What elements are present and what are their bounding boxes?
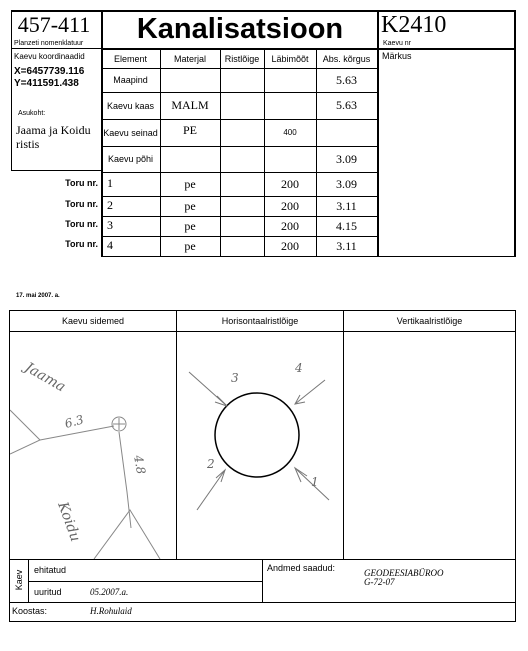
well-number-value: K2410: [381, 12, 447, 38]
surveyed-date: 05.2007.a.: [90, 587, 129, 597]
pipe-number: 2: [107, 198, 113, 212]
col-header-section: Ristlõige: [224, 53, 260, 64]
element-name: Maapind: [113, 75, 148, 85]
document-date: 17. mai 2007. a.: [16, 293, 60, 299]
data-source-label: Andmed saadud:: [267, 563, 336, 573]
col-header-material: Materjal: [173, 53, 206, 64]
col-header-diameter: Läbimõõt: [271, 53, 309, 64]
pipe-number: 4: [107, 238, 113, 252]
pipe-1-label: 1: [311, 475, 319, 489]
remarks-label: Märkus: [382, 51, 412, 61]
data-source-code: G-72-07: [364, 577, 395, 587]
nomenclature-label: Planzeti nomenklatuur: [14, 40, 84, 47]
pipe-label: Toru nr.: [65, 199, 98, 209]
nomenclature-value: 457-411: [17, 12, 91, 37]
element-name: Kaevu põhi: [107, 154, 154, 164]
coord-x: X=6457739.116: [14, 66, 85, 77]
street-jaama: Jaama: [22, 359, 69, 396]
pipe-material: pe: [184, 199, 196, 213]
element-material: MALM: [171, 98, 209, 112]
pipe-4-label: 4: [295, 361, 303, 375]
pipe-label: Toru nr.: [65, 219, 98, 229]
pipe-2-label: 2: [207, 457, 215, 471]
address-label: Asukoht:: [18, 110, 46, 117]
built-label: ehitatud: [34, 565, 67, 575]
pipe-number: 3: [107, 218, 113, 232]
kaev-label: Kaev: [14, 569, 24, 591]
pipe-height: 3.09: [336, 176, 357, 191]
surveyed-label: uuritud: [34, 587, 62, 597]
pipe-diameter: 200: [281, 239, 299, 253]
connections-sketch: [10, 332, 176, 559]
pipe-height: 3.11: [336, 239, 357, 253]
pipe-label: Toru nr.: [65, 178, 98, 188]
pipe-diameter: 200: [281, 219, 299, 233]
element-height: 3.09: [336, 151, 357, 166]
coord-y: Y=411591.438: [14, 78, 79, 89]
pipe-material: pe: [184, 176, 196, 191]
pipe-material: pe: [184, 239, 196, 253]
element-name: Kaevu seinad: [103, 127, 158, 138]
pipe-height: 4.15: [336, 219, 357, 233]
element-diameter: 400: [283, 128, 297, 137]
compiled-by-label: Koostas:: [12, 606, 48, 616]
element-name: Kaevu kaas: [106, 100, 155, 111]
pipe-number: 1: [107, 176, 113, 190]
sketch-header-vertical: Vertikaalristlõige: [396, 316, 463, 326]
pipe-material: pe: [184, 219, 196, 233]
data-source-name: GEODEESIABÜROO: [364, 568, 444, 578]
pipe-height: 3.11: [336, 199, 357, 213]
street-koidu: Koidu: [54, 499, 84, 544]
col-header-element: Element: [113, 53, 148, 64]
horizontal-section-sketch: [177, 332, 343, 559]
pipe-label: Toru nr.: [65, 239, 98, 249]
page-title: Kanalisatsioon: [136, 12, 344, 45]
distance-6-3: 6.3: [63, 412, 86, 431]
pipe-diameter: 200: [281, 176, 299, 191]
address-line1: Jaama ja Koidu: [16, 123, 91, 137]
address-line2: ristis: [16, 137, 40, 151]
coords-label: Kaevu koordinaadid: [14, 52, 85, 61]
col-header-height: Abs. kõrgus: [322, 53, 371, 64]
well-circle: [215, 393, 299, 477]
sketch-header-connections: Kaevu sidemed: [61, 316, 125, 326]
sketch-header-horizontal: Horisontaalristlõige: [221, 316, 299, 326]
element-height: 5.63: [336, 98, 357, 112]
pipe-diameter: 200: [281, 199, 299, 213]
element-height: 5.63: [336, 72, 357, 87]
distance-4-8: 4.8: [131, 454, 149, 476]
well-number-label: Kaevu nr: [383, 40, 412, 47]
compiled-by-name: H.Rohulaid: [90, 606, 132, 616]
pipe-3-label: 3: [231, 371, 239, 385]
element-material: PE: [182, 122, 197, 137]
